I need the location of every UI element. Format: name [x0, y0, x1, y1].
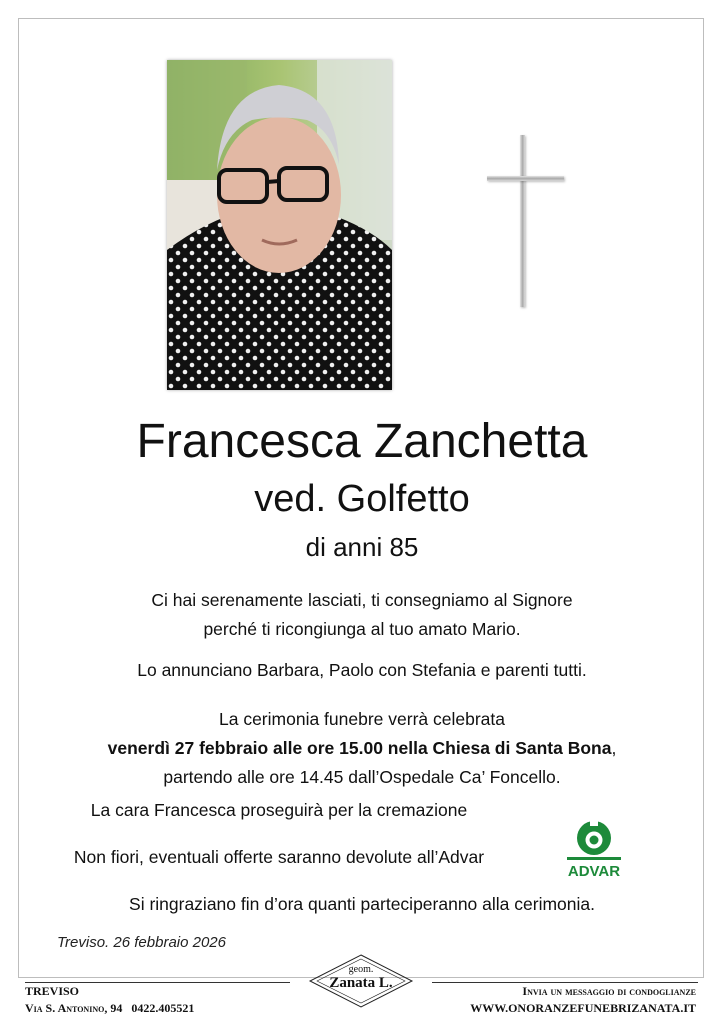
ceremony-intro: La cerimonia funebre verrà celebrata	[219, 709, 505, 729]
logo-geom-text: geom.	[348, 964, 374, 975]
footer-condolences: Invia un messaggio di condoglianze	[522, 984, 696, 998]
footer-address-phone	[25, 1001, 194, 1016]
footer-city: TREVISO	[25, 984, 80, 998]
advar-logo-text: ADVAR	[567, 863, 621, 880]
ceremony-details	[0, 734, 724, 763]
ceremony-paragraph	[0, 705, 724, 792]
footer-website[interactable]: WWW.ONORANZEFUNEBRIZANATA.IT	[470, 1001, 696, 1015]
cross-vertical-bar	[520, 135, 525, 307]
age: di anni 85	[305, 532, 419, 562]
footer-line-right	[432, 982, 698, 983]
ceremony-departure: partendo alle ore 14.45 dall’Ospedale Ca’ Foncello.	[163, 767, 561, 787]
advar-logo	[565, 818, 623, 880]
ceremony-comma: ,	[611, 738, 617, 758]
donations-note: Non fiori, eventuali offerte saranno devolute all’Advar	[73, 847, 485, 867]
date-line: Treviso. 26 febbraio 2026	[57, 934, 226, 951]
thanks-note: Si ringraziano fin d’ora quanti parteciperanno alla cerimonia.	[129, 894, 595, 914]
message-line-1: Ci hai serenamente lasciati, ti consegniamo al Signore	[151, 590, 573, 610]
message-paragraph	[0, 586, 724, 644]
announcers: Lo annunciano Barbara, Paolo con Stefania e parenti tutti.	[137, 660, 587, 680]
widow-of: ved. Golfetto	[254, 478, 470, 520]
cross-horizontal-bar	[487, 176, 564, 181]
footer-phone: 0422.405521	[131, 1001, 195, 1015]
cremation-note: La cara Francesca proseguirà per la cremazione	[90, 800, 468, 820]
funeral-home-logo	[307, 952, 415, 1010]
portrait-photo	[167, 60, 392, 390]
ceremony-when-where: venerdì 27 febbraio alle ore 15.00 nella Chiesa di Santa Bona	[107, 738, 612, 758]
message-line-2: perché ti ricongiunga al tuo amato Mario.	[203, 619, 521, 639]
footer-line-left	[25, 982, 290, 983]
logo-name-text: Zanata L.	[329, 975, 393, 991]
footer-address: Via S. Antonino, 94	[25, 1001, 123, 1015]
deceased-name: Francesca Zanchetta	[136, 415, 588, 468]
